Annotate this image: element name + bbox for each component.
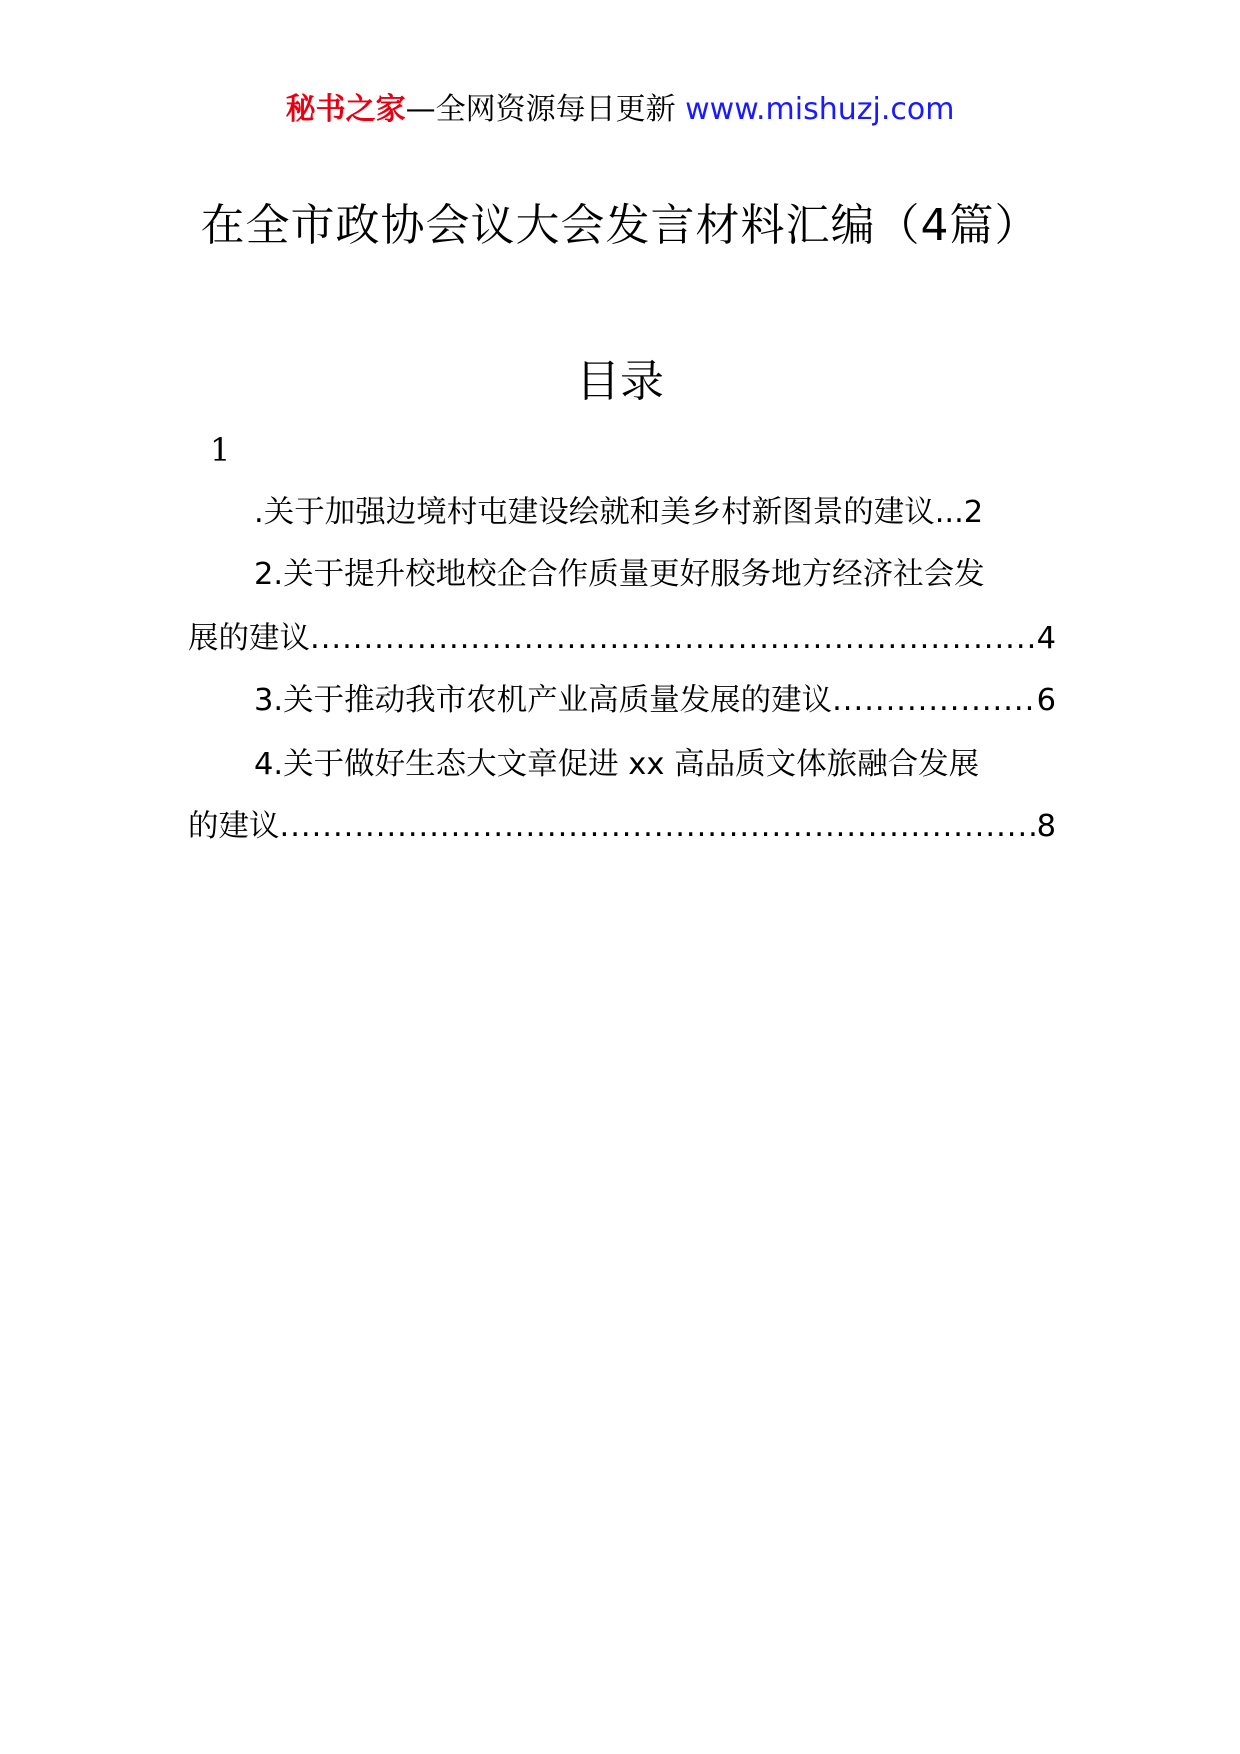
toc-entry-3-leader xyxy=(832,676,1036,726)
toc-entry-4-page: 8 xyxy=(1036,809,1056,844)
toc-entry-3-title: 3.关于推动我市农机产业高质量发展的建议 xyxy=(254,683,833,718)
toc-entry-4-leader xyxy=(280,802,1037,852)
toc-entry-4-title: 4.关于做好生态大文章促进 xx 高品质文体旅融合发展 xyxy=(254,747,980,782)
toc-entry-2-line-2[interactable] xyxy=(188,614,1056,664)
toc-entry-4-line-1[interactable] xyxy=(188,740,1056,790)
stray-page-number: 1 xyxy=(210,431,231,469)
site-brand: 秘书之家 xyxy=(285,92,406,127)
site-url-link[interactable]: www.mishuzj.com xyxy=(685,92,955,127)
site-header xyxy=(0,88,1240,132)
toc-entry-1-page: 2 xyxy=(963,495,984,530)
toc-heading: 目录 xyxy=(576,356,664,407)
toc-entry-2-title: 2.关于提升校地校企合作质量更好服务地方经济社会发 xyxy=(254,557,985,592)
toc-entry-2-leader xyxy=(310,614,1037,664)
site-tagline: —全网资源每日更新 xyxy=(405,92,676,127)
toc-entry-3[interactable] xyxy=(188,676,1056,726)
toc-entry-2-page: 4 xyxy=(1036,621,1056,656)
toc-entry-4-title-cont: 的建议 xyxy=(188,809,280,844)
toc-entry-3-page: 6 xyxy=(1036,683,1056,718)
toc-entry-2-line-1[interactable] xyxy=(188,550,1056,600)
toc-entry-1-leader: ... xyxy=(934,495,964,530)
toc-entry-4-line-2[interactable] xyxy=(188,802,1056,852)
toc-entry-2-title-cont: 展的建议 xyxy=(188,621,310,656)
toc-entry-1[interactable] xyxy=(188,488,1056,538)
toc-entry-1-title: .关于加强边境村屯建设绘就和美乡村新图景的建议 xyxy=(254,495,935,530)
document-title: 在全市政协会议大会发言材料汇编（4篇） xyxy=(200,200,1040,251)
